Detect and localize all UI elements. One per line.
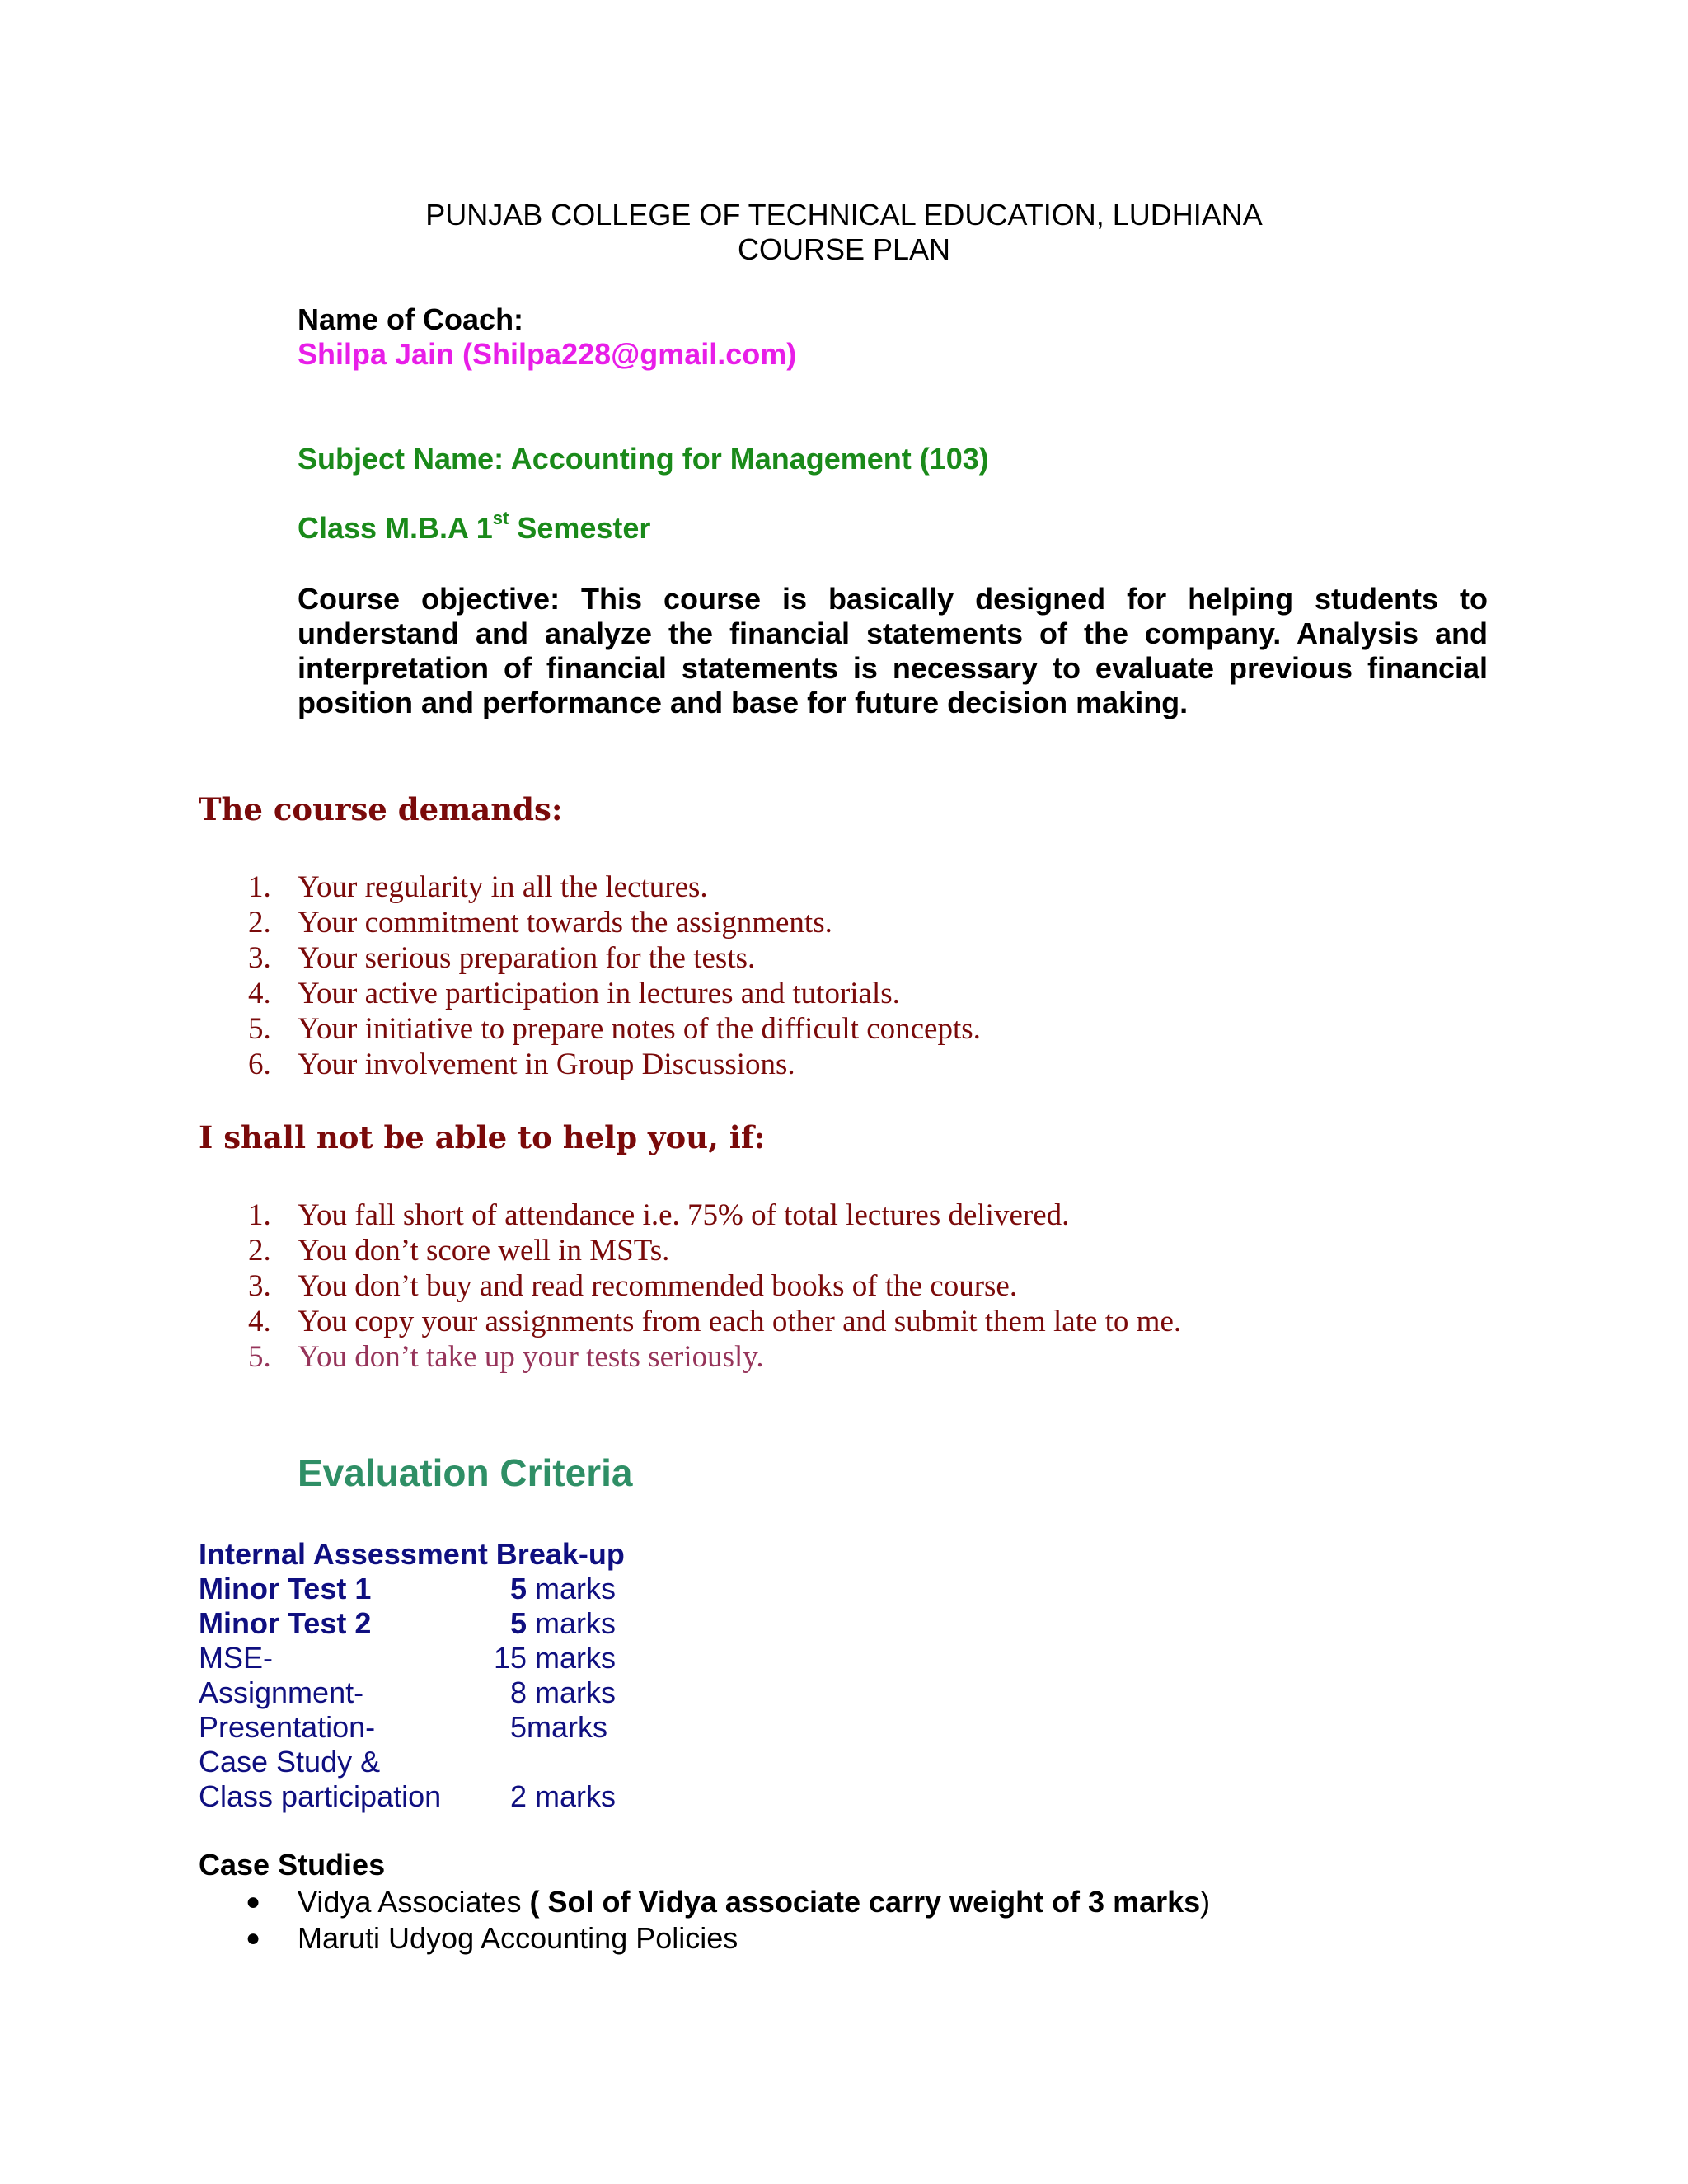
assessment-label: Minor Test 2 xyxy=(199,1606,372,1640)
class-suffix: Semester xyxy=(509,511,651,545)
list-item xyxy=(199,869,1600,905)
list-number: 4. xyxy=(248,1305,271,1338)
list-text: You fall short of attendance i.e. 75% of total lectures delivered. xyxy=(298,1198,1070,1232)
evaluation-title: Evaluation Criteria xyxy=(298,1451,633,1494)
list-text: You copy your assignments from each other and submit them late to me. xyxy=(298,1305,1182,1338)
bullet-icon: ● xyxy=(246,1888,261,1915)
list-item xyxy=(199,1233,1600,1268)
list-number: 1. xyxy=(248,870,271,904)
list-number: 1. xyxy=(248,1198,271,1232)
list-text: Your initiative to prepare notes of the difficult concepts. xyxy=(298,1012,981,1046)
list-number: 5. xyxy=(248,1012,271,1046)
assessment-label: Case Study & xyxy=(199,1745,381,1779)
list-text: You don’t buy and read recommended books of the course. xyxy=(298,1269,1018,1303)
case-studies-title: Case Studies xyxy=(199,1848,386,1882)
document-type: COURSE PLAN xyxy=(737,232,951,266)
assessment-value: 5marks xyxy=(510,1710,608,1744)
assessment-value-unit: marks xyxy=(527,1606,617,1640)
case-study-name: Vidya Associates xyxy=(298,1885,530,1919)
course-objective: Course objective: This course is basically designed for helping students to understand and analyze the financial statements of the company. Analysis and interpretation of financial statements is necessary to evaluate previous financial position and performance and base for future decision making. xyxy=(298,582,1488,719)
assessment-value: 8 marks xyxy=(510,1675,617,1709)
demands-heading: The course demands: xyxy=(199,791,563,827)
class-prefix: Class M.B.A 1 xyxy=(298,511,493,545)
assessment-value xyxy=(510,1572,616,1606)
list-text: Your regularity in all the lectures. xyxy=(298,870,708,904)
list-text: Your commitment towards the assignments. xyxy=(298,906,832,940)
list-number: 4. xyxy=(248,977,271,1010)
list-item xyxy=(199,1920,1210,1957)
assessment-label: Minor Test 1 xyxy=(199,1572,372,1605)
list-text: Your active participation in lectures and tutorials. xyxy=(298,977,900,1010)
case-studies-list xyxy=(199,1884,1210,1957)
list-item xyxy=(199,1304,1600,1339)
list-text: Your involvement in Group Discussions. xyxy=(298,1047,795,1081)
coach-label: Name of Coach: xyxy=(298,302,524,336)
list-number: 3. xyxy=(248,1269,271,1303)
list-item xyxy=(199,1884,1210,1920)
demands-list xyxy=(199,869,1600,1082)
list-number: 6. xyxy=(248,1047,271,1081)
help-list xyxy=(199,1197,1600,1375)
breakup-heading: Internal Assessment Break-up xyxy=(199,1537,625,1571)
assessment-value: 2 marks xyxy=(510,1779,617,1813)
assessment-value-num: 5 xyxy=(510,1572,528,1605)
list-item xyxy=(199,1011,1600,1047)
list-item xyxy=(199,1339,1600,1375)
list-item xyxy=(199,905,1600,940)
class-info xyxy=(298,508,651,546)
list-item xyxy=(199,976,1600,1011)
assessment-label: Assignment- xyxy=(199,1675,364,1709)
help-heading: I shall not be able to help you, if: xyxy=(199,1119,766,1155)
assessment-label: MSE- xyxy=(199,1641,273,1675)
list-item xyxy=(199,1268,1600,1304)
subject-name: Subject Name: Accounting for Management (103) xyxy=(298,442,989,476)
assessment-value-num: 5 xyxy=(510,1606,528,1640)
list-number: 2. xyxy=(248,906,271,940)
list-number: 5. xyxy=(248,1340,271,1374)
list-item xyxy=(199,1047,1600,1082)
college-name: PUNJAB COLLEGE OF TECHNICAL EDUCATION, LUDHIANA xyxy=(425,198,1263,232)
assessment-label: Class participation xyxy=(199,1779,442,1813)
assessment-value: 15 marks xyxy=(494,1641,617,1675)
list-text: You don’t score well in MSTs. xyxy=(298,1234,670,1268)
bullet-icon: ● xyxy=(246,1924,261,1952)
list-item xyxy=(199,1197,1600,1233)
assessment-value xyxy=(510,1606,616,1641)
list-item xyxy=(199,940,1600,976)
list-text: You don’t take up your tests seriously. xyxy=(298,1340,764,1374)
assessment-value-unit: marks xyxy=(527,1572,617,1605)
case-study-name: Maruti Udyog Accounting Policies xyxy=(298,1921,738,1955)
case-study-note-end: ) xyxy=(1200,1885,1211,1919)
list-number: 2. xyxy=(248,1234,271,1268)
coach-name: Shilpa Jain (Shilpa228@gmail.com) xyxy=(298,337,797,371)
list-text: Your serious preparation for the tests. xyxy=(298,941,756,975)
assessment-label: Presentation- xyxy=(199,1710,376,1744)
list-number: 3. xyxy=(248,941,271,975)
class-superscript: st xyxy=(492,508,509,528)
case-study-note: ( Sol of Vidya associate carry weight of 3 marks xyxy=(529,1885,1201,1919)
